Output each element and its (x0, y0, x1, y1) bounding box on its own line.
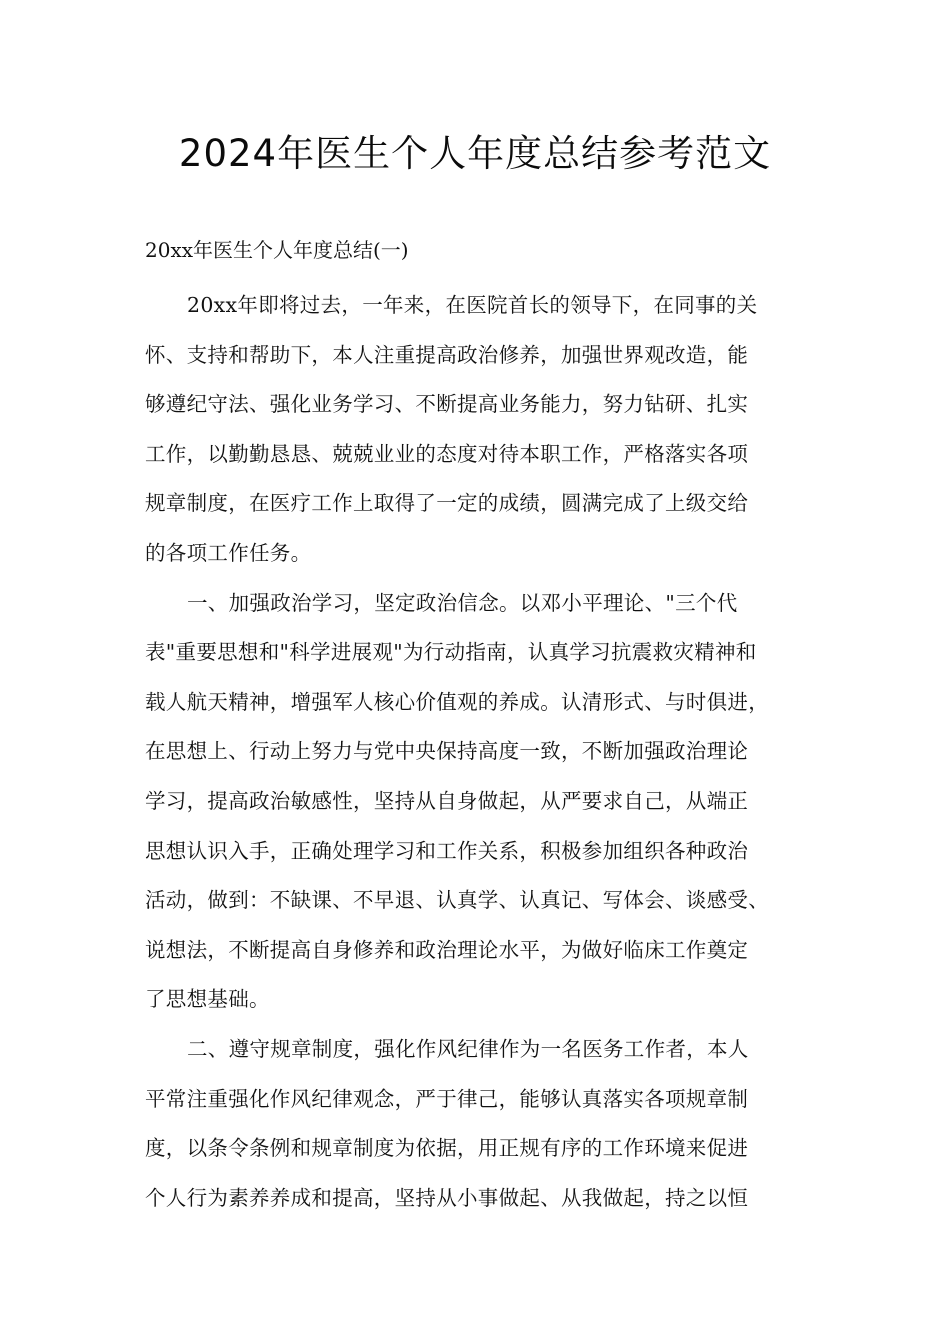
document-body (145, 281, 825, 1223)
paragraph-2 (145, 579, 825, 1025)
paragraph-line: 20xx年即将过去，一年来，在医院首长的领导下，在同事的关 (187, 293, 758, 317)
paragraph-line: 个人行为素养养成和提高，坚持从小事做起、从我做起，持之以恒 (145, 1185, 749, 1210)
paragraph-line: 工作，以勤勤恳恳、兢兢业业的态度对待本职工作，严格落实各项 (145, 441, 749, 466)
paragraph-line: 二、遵守规章制度，强化作风纪律作为一名医务工作者，本人 (187, 1036, 749, 1061)
paragraph-line: 表"重要思想和"科学进展观"为行动指南，认真学习抗震救灾精神和 (145, 640, 757, 665)
paragraph-line: 思想认识入手，正确处理学习和工作关系，积极参加组织各种政治 (145, 838, 749, 863)
paragraph-line: 的各项工作任务。 (145, 540, 312, 565)
paragraph-line: 在思想上、行动上努力与党中央保持高度一致，不断加强政治理论 (145, 739, 749, 764)
paragraph-line: 载人航天精神，增强军人核心价值观的养成。认清形式、与时俱进， (145, 689, 769, 714)
paragraph-line: 平常注重强化作风纪律观念，严于律己，能够认真落实各项规章制 (145, 1086, 749, 1111)
paragraph-line: 活动，做到：不缺课、不早退、认真学、认真记、写体会、谈感受、 (145, 888, 769, 913)
paragraph-line: 了思想基础。 (145, 987, 270, 1012)
paragraph-line: 说想法，不断提高自身修养和政治理论水平，为做好临床工作奠定 (145, 937, 749, 962)
section-heading: 20xx年医生个人年度总结(一) (145, 238, 409, 262)
paragraph-line: 度，以条令条例和规章制度为依据，用正规有序的工作环境来促进 (145, 1136, 749, 1161)
paragraph-1 (145, 281, 825, 579)
paragraph-line: 学习，提高政治敏感性，坚持从自身做起，从严要求自己，从端正 (145, 788, 749, 813)
document-title: 2024年医生个人年度总结参考范文 (178, 132, 772, 175)
paragraph-line: 规章制度，在医疗工作上取得了一定的成绩，圆满完成了上级交给 (145, 491, 749, 516)
paragraph-line: 怀、支持和帮助下，本人注重提高政治修养，加强世界观改造，能 (145, 342, 749, 367)
paragraph-line: 一、加强政治学习，坚定政治信念。以邓小平理论、"三个代 (187, 590, 738, 615)
paragraph-line: 够遵纪守法、强化业务学习、不断提高业务能力，努力钻研、扎实 (145, 392, 749, 417)
paragraph-3 (145, 1025, 825, 1223)
